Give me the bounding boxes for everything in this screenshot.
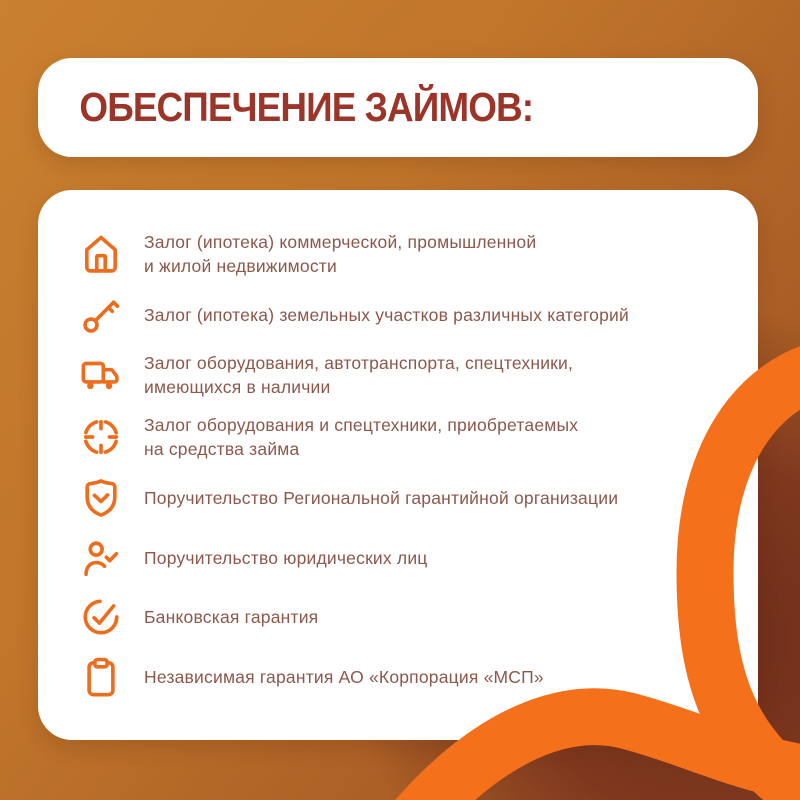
- list-item-text: Независимая гарантия АО «Корпорация «МСП»: [144, 667, 544, 688]
- list-item-text: Залог (ипотека) коммерческой, промышленной и жилой недвижимости: [144, 231, 537, 276]
- shield-check-icon: [78, 475, 124, 521]
- list-item: [78, 351, 724, 399]
- key-icon: [78, 292, 124, 338]
- list-item-text: Поручительство юридических лиц: [144, 547, 428, 568]
- check-circle-icon: [78, 594, 124, 640]
- list-item: [78, 594, 724, 640]
- page-title: ОБЕСПЕЧЕНИЕ ЗАЙМОВ:: [79, 84, 534, 130]
- truck-icon: [78, 352, 124, 398]
- collateral-list-card: [38, 190, 758, 740]
- list-item: [78, 230, 724, 278]
- list-item: [78, 475, 724, 521]
- equipment-icon: [78, 414, 124, 460]
- list-item: [78, 413, 724, 461]
- list-item-text: Поручительство Региональной гарантийной организации: [144, 487, 619, 508]
- clipboard-icon: [78, 654, 124, 700]
- list-item-text: Залог оборудования и спецтехники, приобретаемых на средства займа: [144, 415, 579, 460]
- list-item: [78, 654, 724, 700]
- list-item: [78, 292, 724, 338]
- list-item: [78, 535, 724, 581]
- list-item-text: Залог (ипотека) земельных участков различных категорий: [144, 304, 629, 325]
- list-item-text: Залог оборудования, автотранспорта, спецтехники, имеющихся в наличии: [144, 353, 574, 398]
- list-item-text: Банковская гарантия: [144, 607, 319, 628]
- user-check-icon: [78, 535, 124, 581]
- home-icon: [78, 231, 124, 277]
- title-card: [38, 58, 758, 157]
